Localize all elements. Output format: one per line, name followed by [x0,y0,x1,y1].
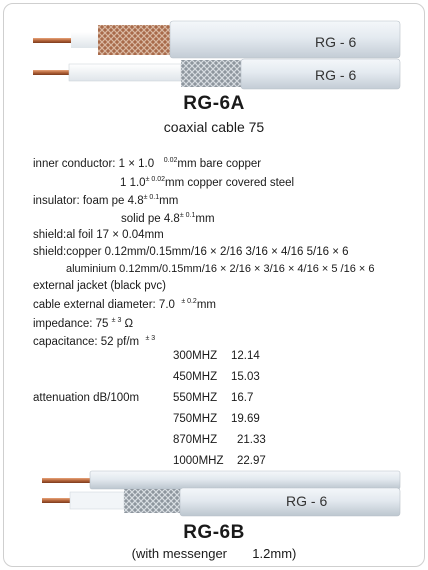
cable-braid [124,489,180,513]
spec-jacket: external jacket (black pvc) [33,280,166,292]
spec-inner-conductor-alt: 1 $1.0^{\pm 0.02}mm$ copper covered steel [120,176,295,189]
spec-attenuation-label: attenuation dB/100m [33,392,140,404]
cable-print-label: RG - 6 [315,34,357,50]
product-title: RG-6B [183,522,245,543]
attenuation-row: 870MHZ 21.33 [173,434,266,446]
spec-shield-aluminium: aluminium 0.12mm/0.15mm/16 × 2/16 × 3/16 × 4/16 × 5 /16 × 6 [66,263,375,275]
messenger-jacket [90,471,400,489]
cable-insulator [69,64,181,81]
cable-center-conductor [42,498,70,503]
spec-impedance: impedance: 75 $^{\pm 3}$ Ω [33,317,134,330]
cable-center-conductor [33,70,69,75]
spec-diameter: cable external diameter: 7.0 $^{\pm 0.2}$mm [33,298,217,311]
spec-capacitance: capacitance: 52 pf/m $^{\pm 3}$ [33,335,156,348]
product-title: RG-6A [183,93,245,114]
cable-print-label: RG - 6 [286,493,328,509]
cable-braid [98,25,170,55]
attenuation-row: 550MHZ 16.7 [173,392,254,404]
messenger-wire [42,478,90,483]
cable-braid [181,60,241,87]
spec-shield-foil: shield:al foil 17 × 0.04mm [33,229,164,241]
attenuation-row: 1000MHZ 22.97 [173,455,266,467]
attenuation-row: 300MHZ 12.14 [173,350,260,362]
spec-shield-copper: shield:copper 0.12mm/0.15mm/16 × 2/16 3/16 × 4/16 5/16 × 6 [33,246,349,258]
cable-center-conductor [33,38,71,43]
cable-insulator [70,492,124,509]
attenuation-row: 750MHZ 19.69 [173,413,260,425]
spec-insulator-foam: insulator: foam pe $4.8^{\pm 0.1}mm$ [33,194,179,207]
attenuation-row: 450MHZ 15.03 [173,371,260,383]
cable-print-label: RG - 6 [315,67,357,83]
product-subtitle: coaxial cable 75 [163,119,265,135]
rg6a-cable-image [0,0,428,100]
spec-inner-conductor: inner conductor: 1 × 1.0 $^{0.02}$mm bare copper [33,157,262,170]
cable-insulator [71,32,98,48]
product-subtitle: (with messenger 1.2mm) [131,546,297,561]
cable-jacket [170,21,400,58]
spec-insulator-solid: solid pe $4.8^{\pm 0.1}mm$ [121,212,215,225]
